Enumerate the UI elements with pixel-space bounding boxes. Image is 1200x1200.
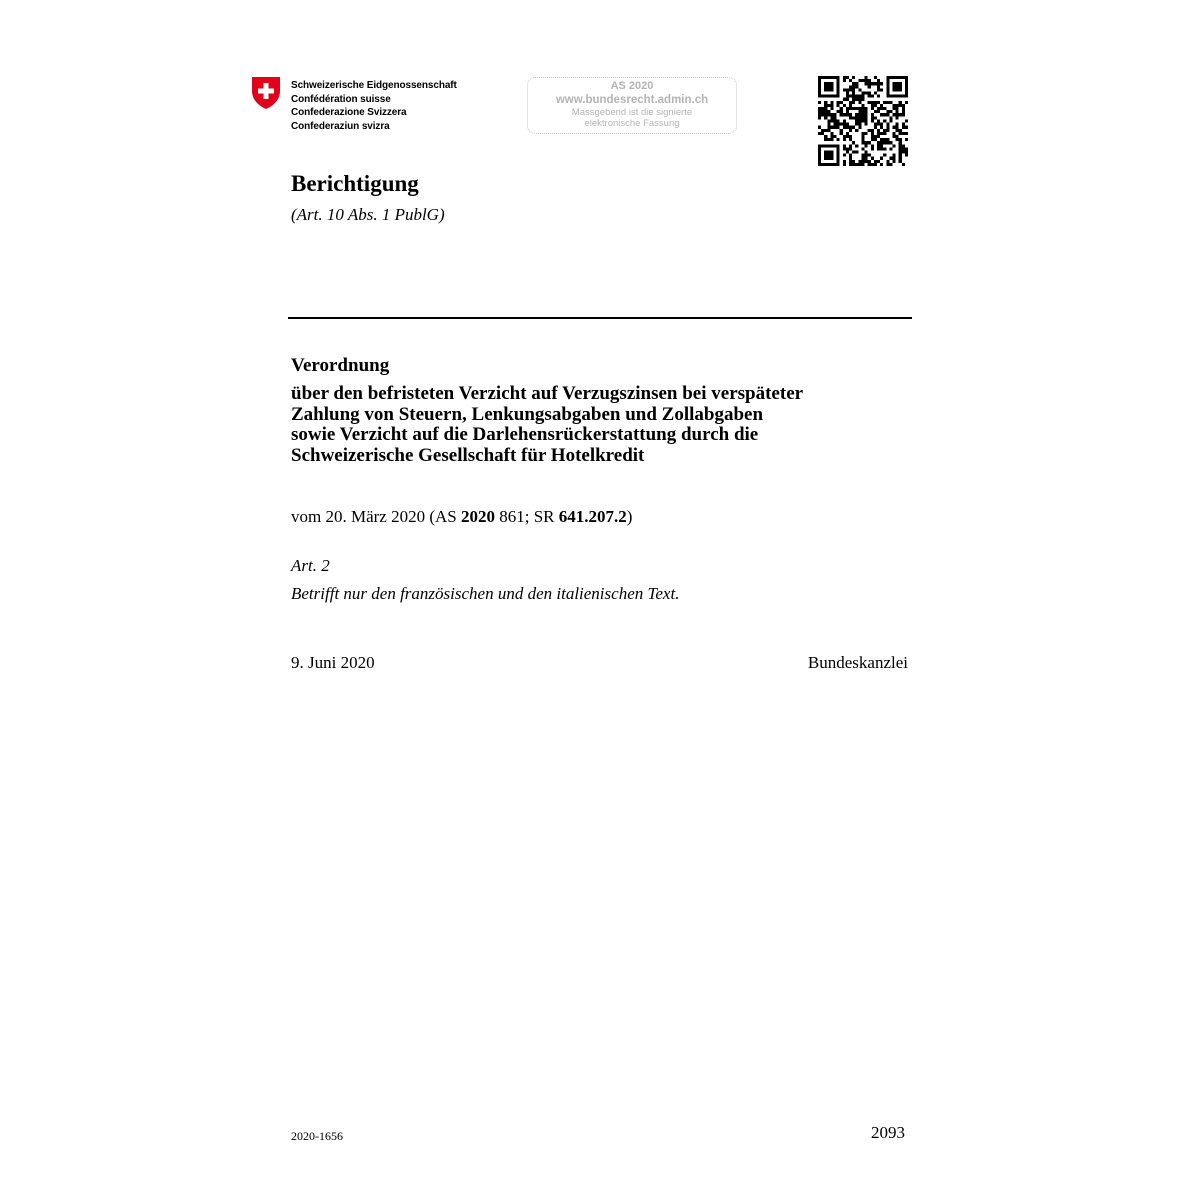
ordinance-title <box>291 384 803 466</box>
ordinance-title-line: über den befristeten Verzicht auf Verzugszinsen bei verspäteter <box>291 383 804 404</box>
horizontal-divider <box>288 317 912 319</box>
ordinance-title-line: Zahlung von Steuern, Lenkungsabgaben und Zollabgaben <box>291 403 764 425</box>
date-reference-suffix: ) <box>626 507 633 526</box>
stamp-note-line1: Massgebend ist die signierte <box>571 107 693 118</box>
sr-number: 641.207.2 <box>558 507 627 526</box>
stamp-url: www.bundesrecht.admin.ch <box>555 94 709 106</box>
footer-document-code: 2020-1656 <box>291 1129 343 1143</box>
as-page: 861; SR <box>494 507 559 526</box>
confederation-name-rm: Confederaziun svizra <box>291 120 390 132</box>
article-label: Art. 2 <box>291 556 330 575</box>
ordinance-title-line: Schweizerische Gesellschaft für Hotelkredit <box>291 444 645 466</box>
article-text: Betrifft nur den französischen und den italienischen Text. <box>291 584 680 603</box>
swiss-coat-of-arms-icon <box>251 76 281 110</box>
confederation-name-fr: Confédération suisse <box>291 93 391 105</box>
ordinance-title-line: sowie Verzicht auf die Darlehensrückerstattung durch die <box>291 424 759 445</box>
signature-date: 9. Juni 2020 <box>291 653 375 672</box>
confederation-name-de: Schweizerische Eidgenossenschaft <box>291 80 457 91</box>
date-reference-prefix: vom 20. März 2020 (AS <box>291 507 461 526</box>
official-publication-stamp <box>527 77 737 134</box>
ordinance-heading: Verordnung <box>291 355 390 376</box>
confederation-name-it: Confederazione Svizzera <box>291 107 407 118</box>
date-reference <box>291 507 632 527</box>
document-title: Berichtigung <box>291 171 419 196</box>
as-year: 2020 <box>460 507 495 526</box>
footer-page-number: 2093 <box>871 1123 905 1142</box>
signature-office: Bundeskanzlei <box>807 653 908 672</box>
qr-code-icon <box>818 76 908 166</box>
stamp-collection: AS 2020 <box>610 80 654 92</box>
stamp-note-line2: elektronische Fassung <box>584 118 680 129</box>
document-subtitle: (Art. 10 Abs. 1 PublG) <box>291 205 445 224</box>
confederation-names <box>291 79 457 133</box>
